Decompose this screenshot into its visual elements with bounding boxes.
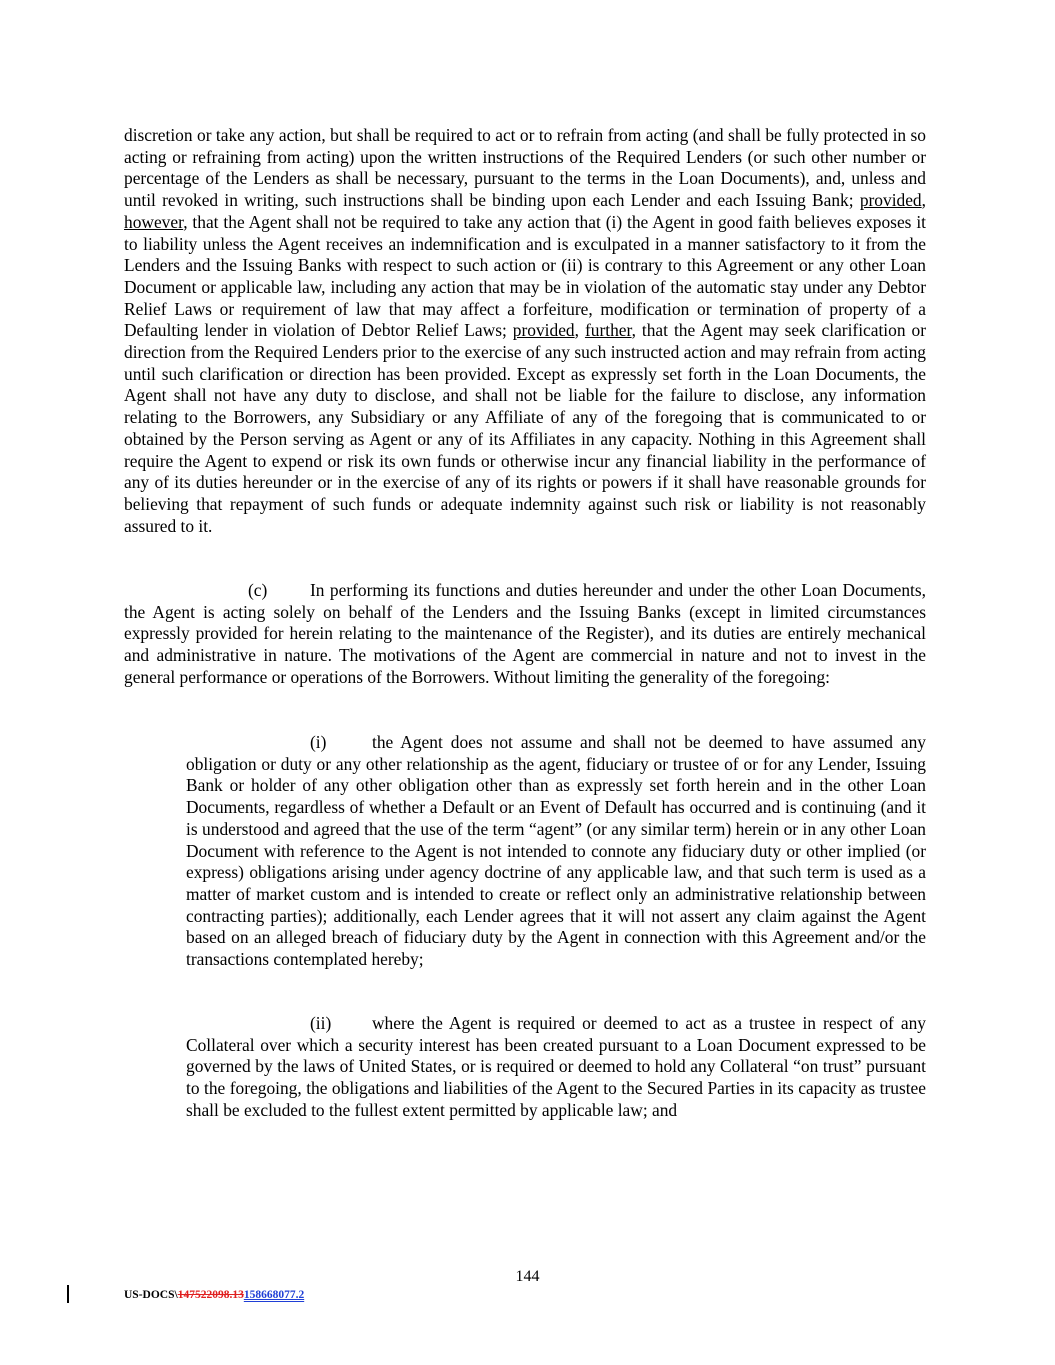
paragraph-c xyxy=(124,580,926,689)
doc-prefix: US-DOCS\ xyxy=(124,1289,178,1301)
provided-term: provided xyxy=(859,190,922,211)
paragraph-text: In performing its functions and duties hereunder and under the other Loan Documents, the Agent is acting solely on behalf of the Lenders and the Issuing Banks (except in limited circumstances expressly provided for herein relating to the maintenance of the Register), and its duties are entirely mechanical and administrative in nature. The motivations of the Agent are commercial in nature and not to invest in the general performance or operations of the Borrowers. Without limiting the generality of the foregoing: xyxy=(124,580,926,687)
page-number: 144 xyxy=(515,1268,540,1285)
paragraph-text: where the Agent is required or deemed to act as a trustee in respect of any Collateral over which a security interest has been created pursuant to a Loan Document expressed to be governed by the laws of United States, or is required or deemed to hold any Collateral “on trust” pursuant to the foregoing, the obligations and liabilities of the Agent to the Secured Parties in its capacity as trustee shall be excluded to the fullest extent permitted by applicable law; and xyxy=(186,1013,926,1120)
deleted-doc-number: 147522098.13 xyxy=(177,1289,244,1301)
paragraph-text: discretion or take any action, but shall be required to act or to refrain from acting (and shall be fully protected in so acting or refraining from acting) upon the written instructions of the Required Lenders (or such other number or percentage of the Lenders as shall be necessary, pursuant to the terms in the Loan Documents), and, unless and until revoked in writing, such instructions shall be binding upon each Lender and each Issuing Bank; xyxy=(124,125,926,211)
however-term: however xyxy=(124,211,184,232)
paragraph-marker: (ii) xyxy=(310,1013,332,1033)
paragraph-i xyxy=(186,732,926,971)
paragraph-ii xyxy=(186,1013,926,1122)
separator: , xyxy=(574,320,585,341)
paragraph-text: the Agent does not assume and shall not be deemed to have assumed any obligation or duty or any other relationship as the agent, fiduciary or trustee of or for any Lender, Issuing Bank or holder of any other obligation other than as expressly set forth herein and in the other Loan Documents, regardless of whether a Default or an Event of Default has occurred and is continuing (and it is understood and agreed that the use of the term “agent” (or any similar term) herein or in any other Loan Document with reference to the Agent is not intended to connote any fiduciary duty or other implied (or express) obligations arising under agency doctrine of any applicable law, and that such term is used as a matter of market custom and is intended to create or reflect only an administrative relationship between contracting parties); additionally, each Lender agrees that it will not assert any claim against the Agent based on an alleged breach of fiduciary duty by the Agent in connection with this Agreement and/or the transactions contemplated hereby; xyxy=(186,732,926,970)
document-id xyxy=(124,1289,304,1301)
inserted-doc-number: 158668077.2 xyxy=(243,1289,305,1301)
separator: , xyxy=(921,190,926,211)
paragraph-text: , that the Agent shall not be required to take any action that (i) the Agent in good faith believes exposes it to liability unless the Agent receives an indemnification and is exculpated in a manner satisfactory to it from the Lenders and the Issuing Banks with respect to such action or (ii) is contrary to this Agreement or any other Loan Document or applicable law, including any action that may be in violation of the automatic stay under any Debtor Relief Laws or requirement of law that may affect a forfeiture, modification or termination of property of a Defaulting lender in violation of Debtor Relief Laws; xyxy=(124,211,926,341)
paragraph-marker: (i) xyxy=(310,732,327,752)
paragraph-continuation xyxy=(124,125,926,537)
provided-term: provided xyxy=(512,320,575,341)
paragraph-marker: (c) xyxy=(248,580,268,600)
further-term: further xyxy=(584,320,632,341)
revision-change-bar xyxy=(67,1285,69,1303)
paragraph-text: , that the Agent may seek clarification or direction from the Required Lenders prior to the exercise of any such instructed action and may refrain from acting until such clarification or direction has been provided. Except as expressly set forth in the Loan Documents, the Agent shall not have any duty to disclose, and shall not be liable for the failure to disclose, any information relating to the Borrowers, any Subsidiary or any Affiliate of any of the foregoing that is communicated to or obtained by the Person serving as Agent or any of its Affiliates in any capacity. Nothing in this Agreement shall require the Agent to expend or risk its own funds or otherwise incur any financial liability in the performance of any of its duties hereunder or in the exercise of any of its rights or powers if it shall have reasonable grounds for believing that repayment of such funds or adequate indemnity against such risk or liability is not reasonably assured to it. xyxy=(124,320,926,536)
